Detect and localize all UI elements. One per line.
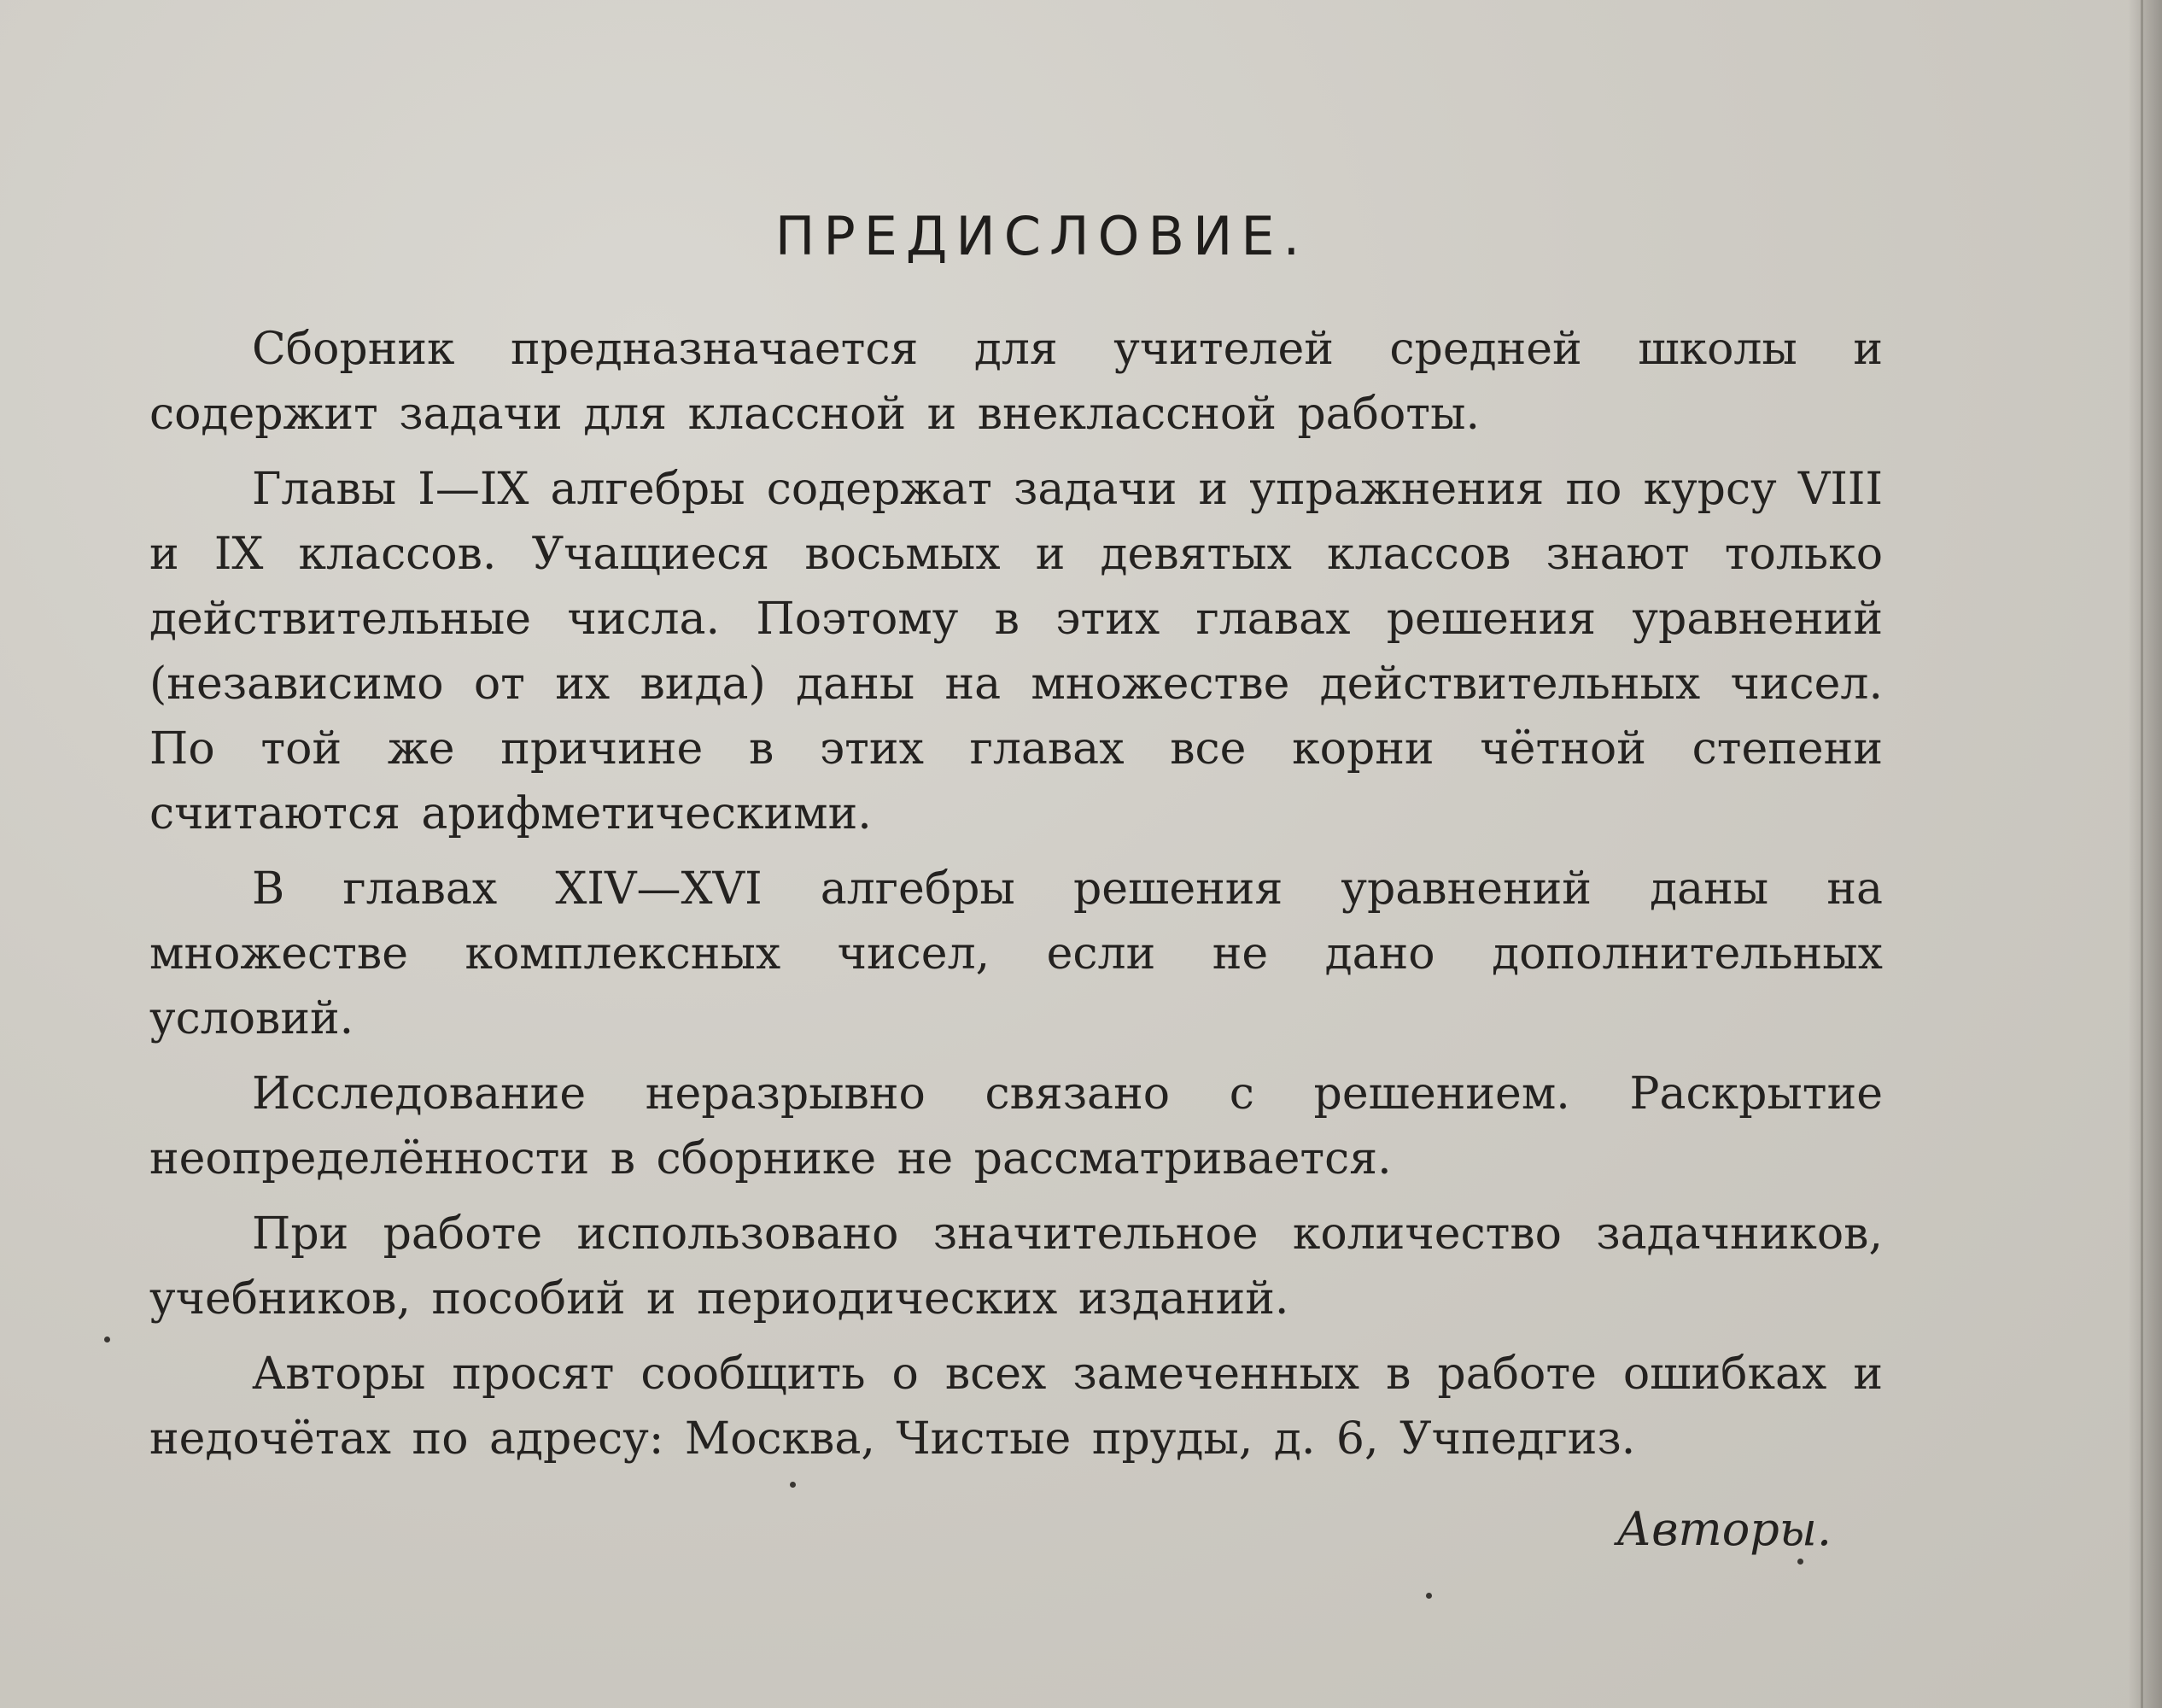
paragraph-investigation: Исследование неразрывно связано с решением. Раскрытие неопределённости в сборнике не рассматривается. [149, 1068, 1883, 1184]
preface-heading: ПРЕДИСЛОВИЕ. [774, 205, 1309, 267]
preface-text-block [149, 205, 1883, 1556]
paragraph-sources: При работе использовано значительное количество задачников, учебников, пособий и периодических изданий. [149, 1208, 1883, 1325]
paper-speck [1426, 1593, 1432, 1599]
paper-speck [790, 1482, 796, 1488]
page-edge-shadow [2128, 0, 2162, 1708]
paper-speck [104, 1337, 110, 1342]
page-edge-line [2141, 0, 2143, 1708]
paragraph-chapters-1-9: Главы I—IX алгебры содержат задачи и упражнения по курсу VIII и IX классов. Учащиеся восьмых и девятых классов знают только действительные числа. Поэтому в этих главах решения уравнений (независимо от их вида) даны на множестве действительных чисел. По той же причине в этих главах все корни чётной степени считаются арифметическими. [149, 464, 1883, 839]
paragraph-purpose: Сборник предназначается для учителей средней школы и содержит задачи для классной и внеклассной работы. [149, 324, 1883, 440]
paper-speck [1797, 1559, 1803, 1565]
paragraph-feedback: Авторы просят сообщить о всех замеченных в работе ошибках и недочётах по адресу: Москва, Чистые пруды, д. 6, Учпедгиз. [149, 1348, 1883, 1465]
authors-signature: Авторы. [1616, 1502, 1832, 1556]
paragraph-chapters-14-16: В главах XIV—XVI алгебры решения уравнений даны на множестве комплексных чисел, если не дано дополнительных условий. [149, 863, 1883, 1044]
